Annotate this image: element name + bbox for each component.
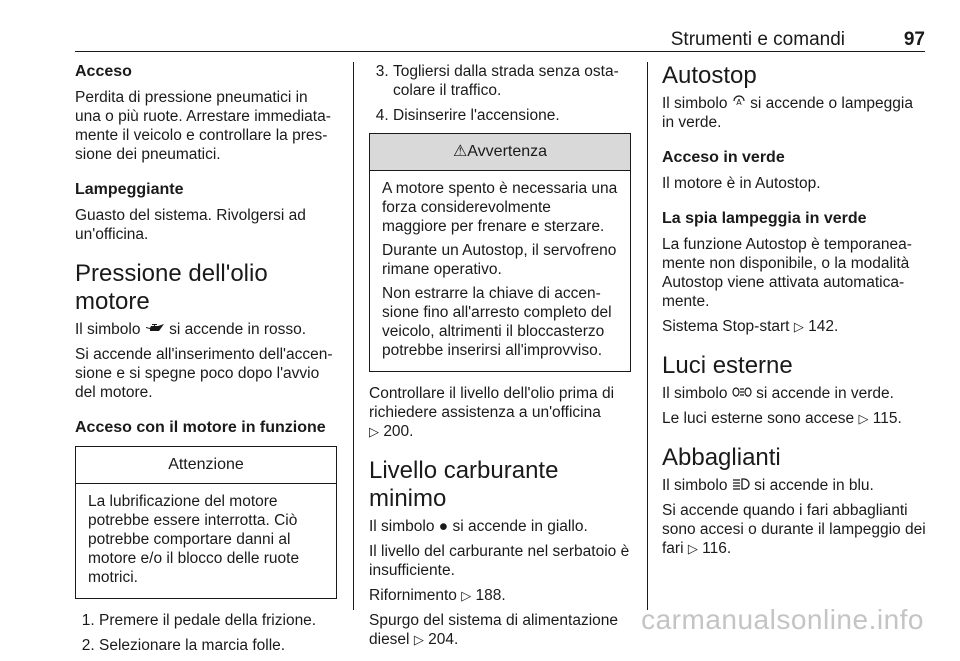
lights-text-pre: Le luci esterne sono accese <box>662 410 855 427</box>
header-title: Strumenti e comandi <box>670 29 845 50</box>
warning-triangle-icon: ⚠ <box>452 143 468 160</box>
list-item: 4. Disinserire l'accensione. <box>393 106 631 125</box>
fuel-symbol-post: si accende in giallo. <box>452 518 588 535</box>
high-ref[interactable]: 116. <box>702 540 732 557</box>
oil-pressure-heading: Pressione dell'olio motore <box>75 260 268 315</box>
autostop-pre: Il simbolo <box>662 95 728 112</box>
column-1 <box>75 62 337 661</box>
reference-arrow-icon: ▷ <box>461 588 472 603</box>
fuel-symbol-pre: Il simbolo <box>369 518 435 535</box>
oil-symbol-pre: Il simbolo <box>75 321 141 338</box>
fuel-heading: Livello carburante minimo <box>369 457 559 512</box>
fuel-dot-icon: ● <box>438 518 449 535</box>
avvertenza-p3: Non estrarre la chiave di accen-sione fino all'arresto completo del veicolo, altrimenti il bloccasterzo potrebbe inserirsi all'improvviso. <box>382 285 612 359</box>
column-3 <box>662 62 926 564</box>
high-beam-heading: Abbaglianti <box>662 444 781 471</box>
attenzione-box <box>75 446 337 599</box>
attenzione-heading: Attenzione <box>76 447 336 484</box>
lampeggiante-heading: Lampeggiante <box>75 181 184 198</box>
list-item: 2. Selezionare la marcia folle. <box>99 636 337 655</box>
page-number: 97 <box>903 29 925 50</box>
stopstart-pre: Sistema Stop-start <box>662 318 790 335</box>
purge-text <box>369 611 631 649</box>
refuel-ref[interactable]: 188. <box>475 587 506 604</box>
reference-arrow-icon: ▷ <box>793 319 804 334</box>
purge-ref[interactable]: 204. <box>428 631 459 648</box>
high-symbol-text <box>662 476 926 495</box>
svg-text:A: A <box>736 98 742 107</box>
list-item: 3. Togliersi dalla strada senza osta-colare il traffico. <box>393 62 631 100</box>
purge-pre: Spurgo del sistema di alimentazione diesel <box>369 612 618 648</box>
green-text: Il motore è in Autostop. <box>662 175 821 192</box>
lampeggiante-text: Guasto del sistema. Rivolgersi ad un'officina. <box>75 207 306 243</box>
acceso-heading: Acceso <box>75 63 132 80</box>
avvertenza-p1: A motore spento è necessaria una forza considerevolmente maggiore per frenare e sterzare. <box>382 180 618 235</box>
lights-ref[interactable]: 115. <box>872 410 902 427</box>
list-item: 1. Premere il pedale della frizione. <box>99 611 337 630</box>
reference-arrow-icon: ▷ <box>369 424 379 439</box>
stopstart-ref[interactable]: 142. <box>808 318 839 335</box>
blink-text: La funzione Autostop è temporanea-mente non disponibile, o la modalità Autostop viene attivata automatica-mente. <box>662 236 912 310</box>
oil-symbol-post: si accende in rosso. <box>169 321 307 338</box>
column-divider <box>647 62 648 610</box>
autostop-heading: Autostop <box>662 62 757 89</box>
column-2 <box>369 62 631 655</box>
column-divider <box>353 62 354 610</box>
oil-check-text <box>369 384 631 441</box>
blink-heading: La spia lampeggia in verde <box>662 210 867 227</box>
high-text <box>662 501 926 558</box>
lights-symbol-text <box>662 384 926 403</box>
reference-arrow-icon: ▷ <box>858 411 869 426</box>
acceso-text: Perdita di pressione pneumatici in una o più ruote. Arrestare immediata-mente il veicolo e controllare la pres-sione dei pneumatici. <box>75 89 331 163</box>
lights-heading: Luci esterne <box>662 352 793 379</box>
autostop-a-icon <box>732 94 746 113</box>
reference-arrow-icon: ▷ <box>687 541 698 556</box>
exterior-lights-icon <box>732 384 752 403</box>
lights-post: si accende in verde. <box>756 385 894 402</box>
fuel-symbol-text <box>369 517 631 536</box>
oil-text: Si accende all'inserimento dell'accen-sione e si spegne poco dopo l'avvio del motore. <box>75 346 333 401</box>
oil-check-ref[interactable]: 200. <box>383 423 414 440</box>
high-beam-icon <box>732 476 750 495</box>
avvertenza-box <box>369 133 631 372</box>
avvertenza-heading <box>370 134 630 171</box>
page-header <box>75 28 925 52</box>
lights-text <box>662 409 926 428</box>
fuel-text: Il livello del carburante nel serbatoio è insufficiente. <box>369 543 630 579</box>
oil-check-body: Controllare il livello dell'olio prima di richiedere assistenza a un'officina <box>369 385 615 421</box>
lights-pre: Il simbolo <box>662 385 728 402</box>
high-text-pre: Si accende quando i fari abbaglianti sono accesi o durante il lampeggio dei fari <box>662 502 926 557</box>
reference-arrow-icon: ▷ <box>413 632 424 647</box>
autostop-symbol-text <box>662 94 926 132</box>
oil-can-icon <box>145 320 165 339</box>
refuel-pre: Rifornimento <box>369 587 457 604</box>
avvertenza-p2: Durante un Autostop, il servofreno rimane operativo. <box>382 242 617 278</box>
attenzione-text: La lubrificazione del motore potrebbe essere interrotta. Ciò potrebbe comportare danni al motore e/o il blocco delle ruote motrici. <box>88 493 300 586</box>
running-heading: Acceso con il motore in funzione <box>75 419 326 436</box>
high-pre: Il simbolo <box>662 477 728 494</box>
steps-list-1 <box>75 611 337 655</box>
watermark: carmanualsonline.info <box>641 604 924 635</box>
steps-list-2 <box>369 62 631 125</box>
autostop-post: si accende o lampeggia in verde. <box>662 95 913 131</box>
header-rule <box>75 51 925 52</box>
stopstart-text <box>662 317 926 336</box>
oil-symbol-text <box>75 320 337 339</box>
avvertenza-label: Avvertenza <box>467 143 548 160</box>
green-heading: Acceso in verde <box>662 149 785 166</box>
refuel-text <box>369 586 631 605</box>
high-post: si accende in blu. <box>754 477 874 494</box>
